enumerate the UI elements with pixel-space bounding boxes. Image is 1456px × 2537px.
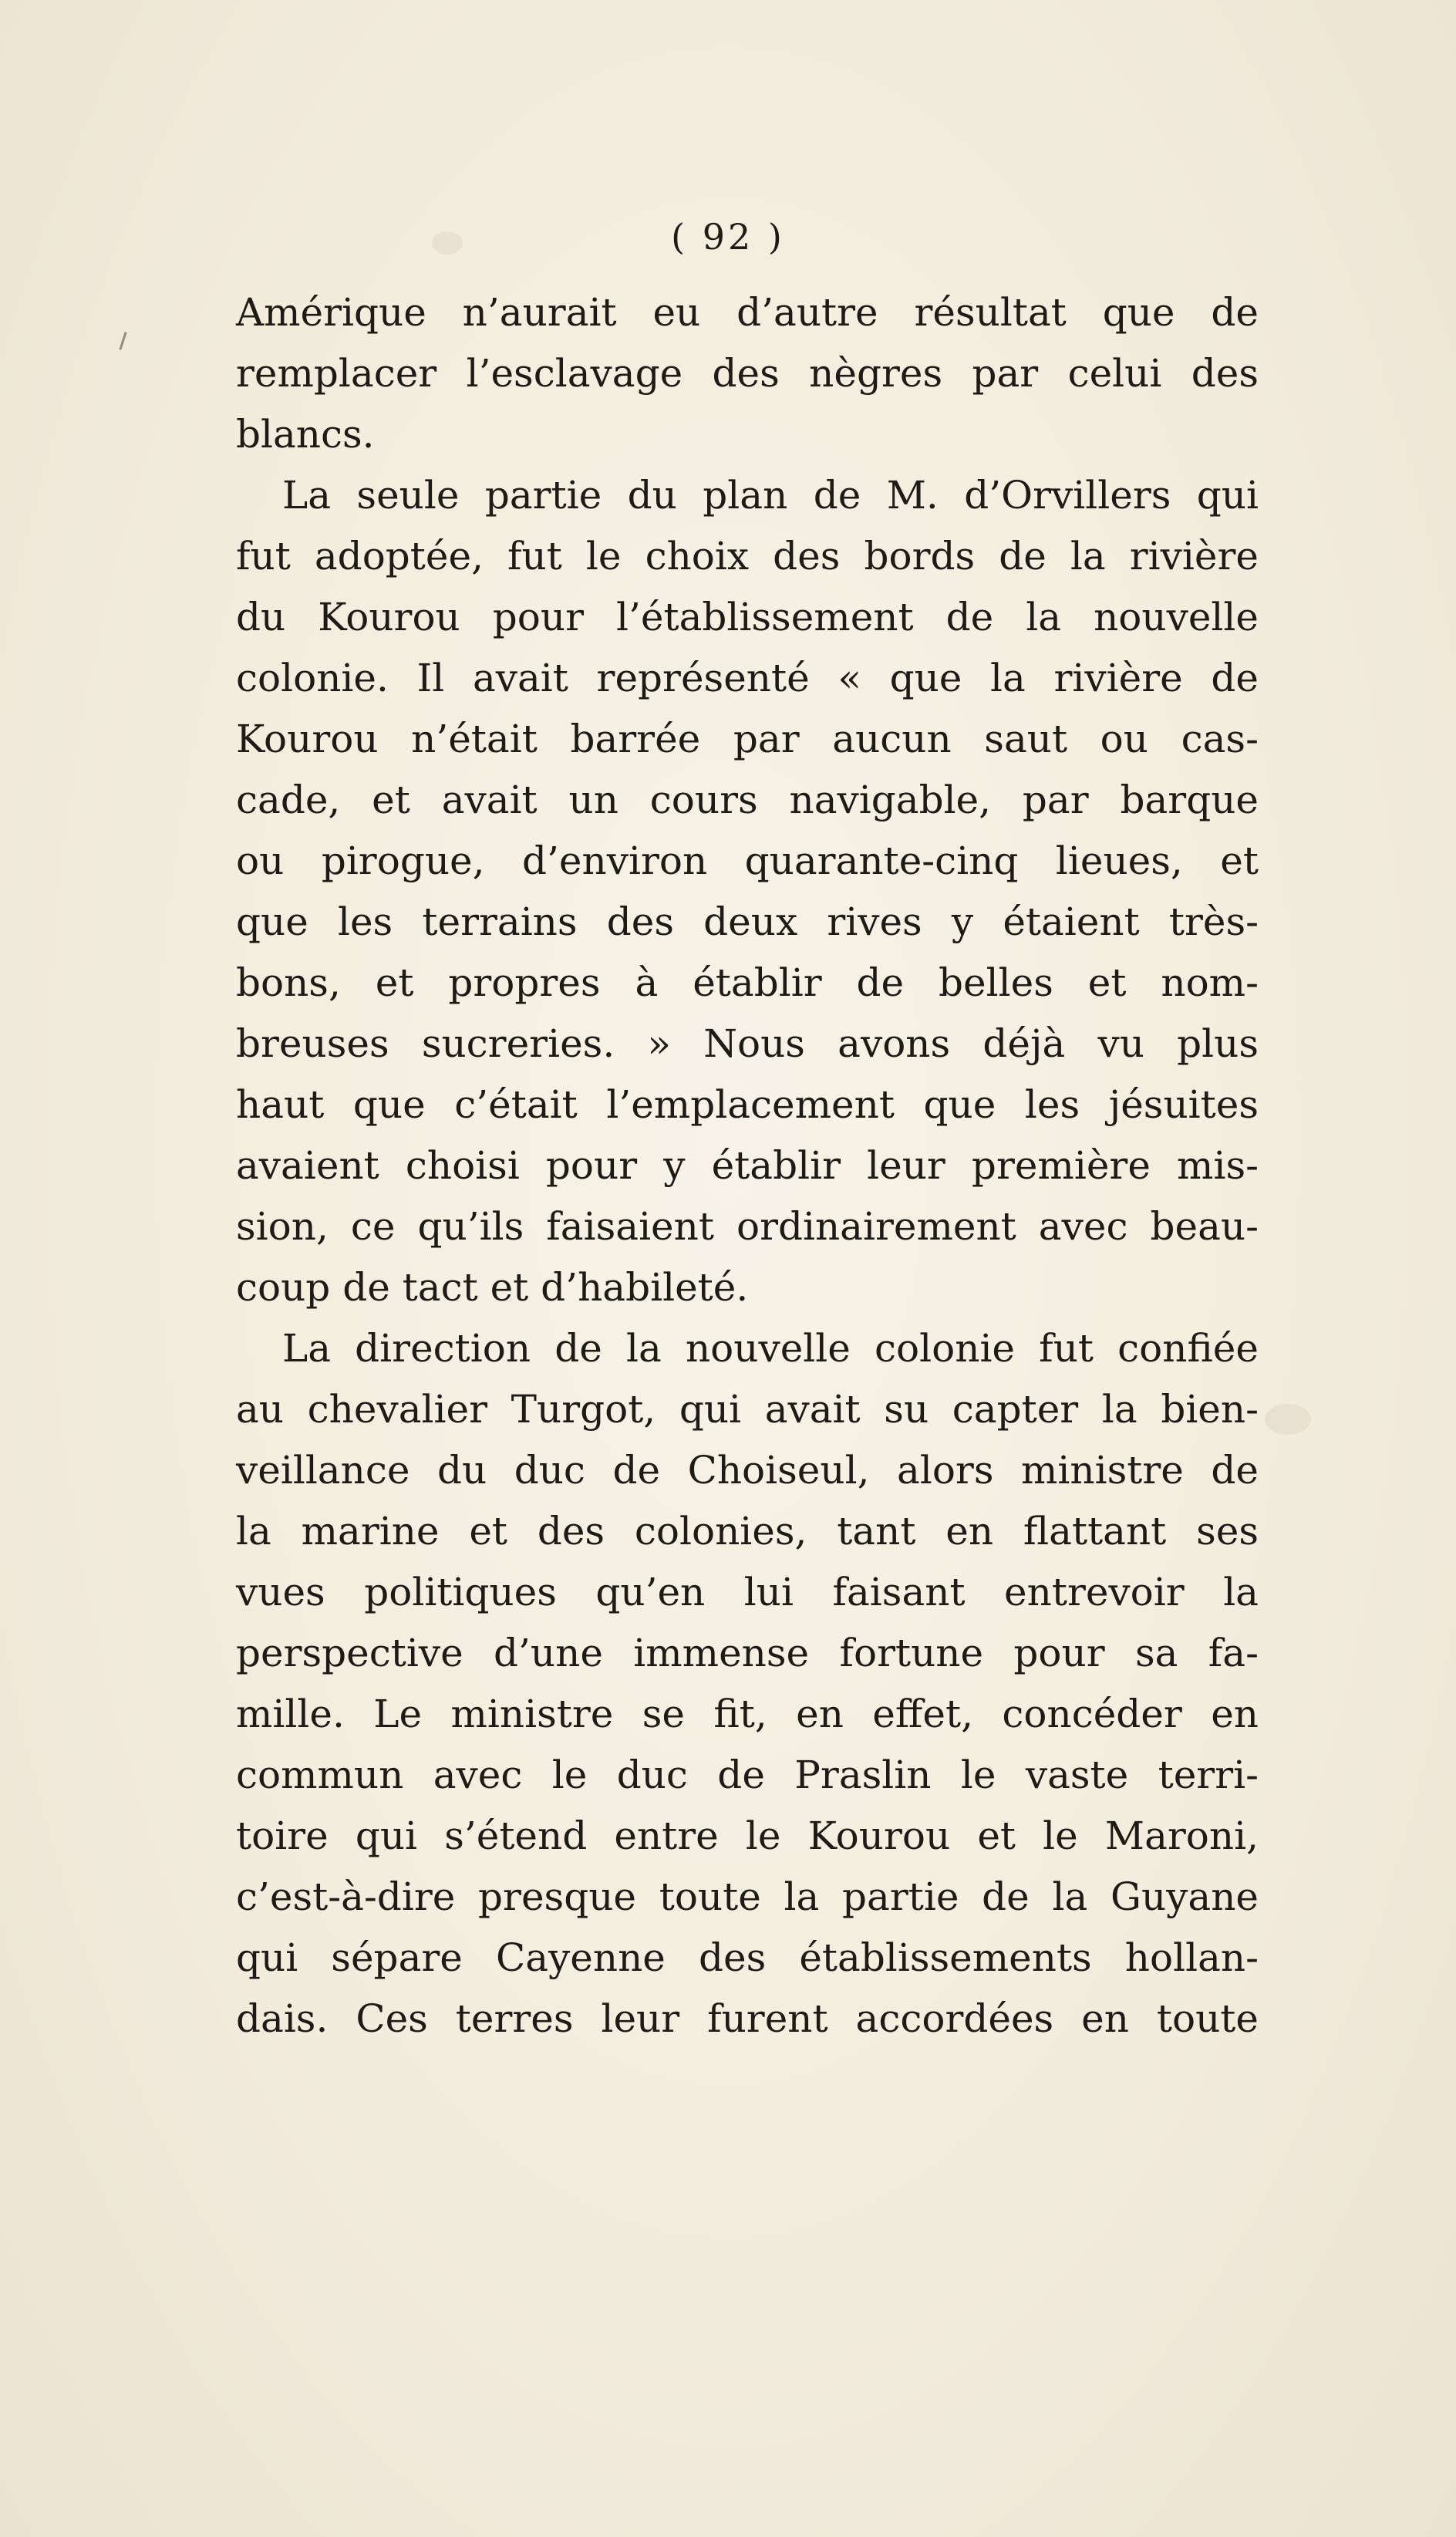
- text-line: sion, ce qu’ils faisaient ordinairement avec beau-: [236, 1204, 1259, 1249]
- text-line: au chevalier Turgot, qui avait su capter la bien-: [236, 1387, 1259, 1432]
- text-line: du Kourou pour l’établissement de la nouvelle: [236, 595, 1259, 639]
- text-line: La seule partie du plan de M. d’Orvillers qui: [282, 473, 1259, 518]
- text-line: cade, et avait un cours navigable, par barque: [236, 778, 1259, 822]
- text-line: haut que c’était l’emplacement que les jésuites: [236, 1082, 1259, 1127]
- text-line: veillance du duc de Choiseul, alors ministre de: [236, 1448, 1259, 1493]
- text-line: Amérique n’aurait eu d’autre résultat que de: [236, 290, 1259, 335]
- text-line: blancs.: [236, 412, 375, 457]
- text-line: ou pirogue, d’environ quarante-cinq lieues, et: [236, 838, 1259, 883]
- text-line: commun avec le duc de Praslin le vaste terri-: [236, 1753, 1259, 1797]
- text-line: perspective d’une immense fortune pour sa fa-: [236, 1631, 1259, 1675]
- text-line: qui sépare Cayenne des établissements hollan-: [236, 1935, 1259, 1980]
- text-line: c’est-à-dire presque toute la partie de la Guyane: [236, 1874, 1259, 1919]
- text-line: toire qui s’étend entre le Kourou et le Maroni,: [236, 1813, 1259, 1858]
- paper-spot: [1265, 1404, 1311, 1435]
- margin-mark: [119, 332, 126, 350]
- text-line: fut adoptée, fut le choix des bords de la rivière: [236, 534, 1259, 579]
- body-text: [236, 282, 1259, 2050]
- text-line: que les terrains des deux rives y étaient très-: [236, 899, 1259, 944]
- text-line: mille. Le ministre se fit, en effet, concéder en: [236, 1692, 1259, 1736]
- text-line: la marine et des colonies, tant en flattant ses: [236, 1509, 1259, 1554]
- text-line: dais. Ces terres leur furent accordées en toute: [236, 1996, 1259, 2041]
- text-line: avaient choisi pour y établir leur première mis-: [236, 1143, 1259, 1188]
- text-line: vues politiques qu’en lui faisant entrevoir la: [236, 1570, 1259, 1614]
- text-line: La direction de la nouvelle colonie fut confiée: [282, 1326, 1259, 1371]
- text-line: colonie. Il avait représenté « que la rivière de: [236, 656, 1259, 700]
- text-line: Kourou n’était barrée par aucun saut ou cas-: [236, 717, 1259, 761]
- text-line: coup de tact et d’habileté.: [236, 1265, 749, 1310]
- text-line: bons, et propres à établir de belles et nom-: [236, 960, 1259, 1005]
- text-line: remplacer l’esclavage des nègres par celui des: [236, 351, 1259, 396]
- page-number: ( 92 ): [671, 216, 785, 258]
- text-line: breuses sucreries. » Nous avons déjà vu plus: [236, 1021, 1259, 1066]
